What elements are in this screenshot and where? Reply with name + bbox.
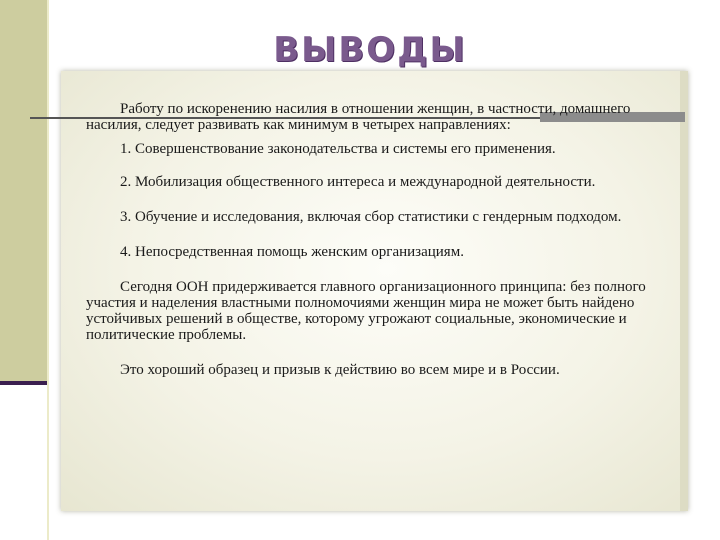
intro-paragraph: Работу по искоренению насилия в отношении женщин, в частности, домашнего насилия, следует развивать как минимум в четырех направлениях:: [86, 101, 631, 133]
list-item-4: 4. Непосредственная помощь женским организациям.: [120, 244, 464, 260]
left-band-edge: [47, 0, 49, 540]
list-item-2: 2. Мобилизация общественного интереса и международной деятельности.: [120, 174, 596, 190]
left-decorative-band: [0, 0, 47, 384]
list-item-3: 3. Обучение и исследования, включая сбор статистики с гендерным подходом.: [120, 209, 622, 225]
left-band-accent-bar: [0, 381, 47, 385]
slide-title: ВЫВОДЫ: [273, 30, 467, 70]
content-panel-edge: [680, 71, 688, 511]
un-principle-paragraph: Сегодня ООН придерживается главного организационного принципа: без полного участия и наделения властными полномочиями женщин мира не может быть найдено устойчивых решений в обществе, которому угрожают социальные, экономические и политические проблемы.: [86, 279, 646, 343]
list-item-1: 1. Совершенствование законодательства и системы его применения.: [120, 141, 556, 157]
closing-paragraph: Это хороший образец и призыв к действию во всем мире и в России.: [120, 362, 560, 378]
slide-body: [86, 101, 666, 378]
